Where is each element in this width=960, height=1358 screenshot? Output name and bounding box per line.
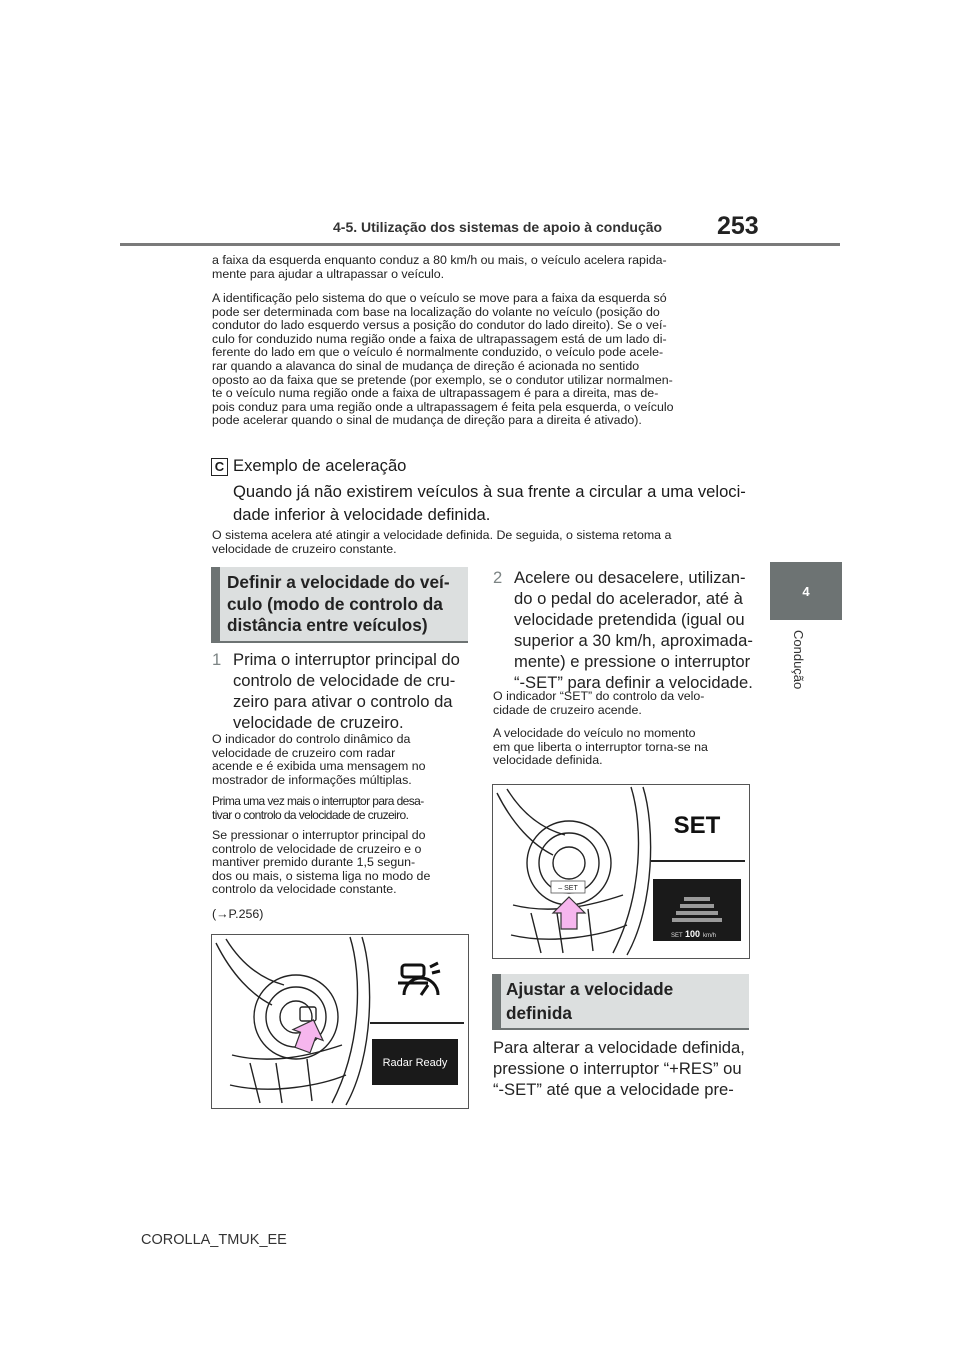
figure-radar-ready <box>211 934 469 1109</box>
heading-bar <box>211 567 220 641</box>
example-description: Quando já não existirem veículos à sua frente a circular a uma veloci- dade inferior à velocidade definida. <box>233 482 746 524</box>
minus-set-switch-label: – SET <box>558 885 578 892</box>
figure-set-speed <box>492 784 750 959</box>
page-number: 253 <box>717 212 759 240</box>
example-note: O sistema acelera até atingir a velocidade definida. De seguida, o sistema retoma a velocidade de cruzeiro constante. <box>212 528 672 556</box>
chapter-tab: 4 <box>770 562 842 620</box>
step-2 <box>493 567 755 693</box>
press-arrow-icon <box>553 897 585 929</box>
step-1-note-3: Se pressionar o interruptor principal do controlo de velocidade de cruzeiro e o mantiver premido durante 1,5 segun- dos ou mais, o sistema liga no modo de controlo da velocidade constante. <box>212 828 431 897</box>
steering-switch-illustration <box>493 785 749 958</box>
radar-cruise-icon <box>398 963 440 995</box>
step-text: Acelere ou desacelere, utilizan- do o pedal do acelerador, até à velocidade pretendida (igual ou superior a 30 km/h, aproximada- mente) e pressione o interruptor “-SET” para definir a velocidade. <box>514 568 753 692</box>
chapter-label: Condução <box>791 630 806 690</box>
page-reference: (→P.256) <box>212 907 264 921</box>
speed-value: 100 <box>685 929 701 939</box>
step-1-note-2: Prima uma vez mais o interruptor para desa- tivar o controlo da velocidade de cruzeiro. <box>212 794 424 822</box>
speed-prefix: SET <box>671 933 683 939</box>
step-number: 2 <box>493 568 503 587</box>
heading-text: Ajustar a velocidade definida <box>506 979 674 1023</box>
document-code: COROLLA_TMUK_EE <box>141 1232 287 1248</box>
wheel-outline <box>216 943 272 1005</box>
step-2-note-1: O indicador “SET” do controlo da velo- cidade de cruzeiro acende. <box>493 689 705 717</box>
section-header: 4-5. Utilização dos sistemas de apoio à condução <box>333 219 663 235</box>
section-heading-set-speed <box>211 567 468 643</box>
intro-paragraph-1: a faixa da esquerda enquanto conduz a 80 km/h ou mais, o veículo acelera rapida- mente para ajudar a ultrapassar o veículo. <box>212 253 667 281</box>
heading-text: Definir a velocidade do veí- culo (modo de controlo da distância entre veículos) <box>227 572 450 635</box>
step-number: 1 <box>212 650 222 669</box>
steering-switch-illustration <box>212 935 468 1108</box>
header-rule <box>120 243 840 246</box>
step-2-note-2: A velocidade do veículo no momento em que liberta o interruptor torna-se na velocidade definida. <box>493 726 708 768</box>
example-title: Exemplo de aceleração <box>233 456 407 475</box>
radar-ready-label: Radar Ready <box>382 1057 448 1069</box>
section-heading-adjust-speed <box>492 974 749 1030</box>
adjust-speed-text: Para alterar a velocidade definida, pressione o interruptor “+RES” ou “-SET” até que a velocidade pre- <box>493 1038 745 1099</box>
step-1-note-1: O indicador do controlo dinâmico da velocidade de cruzeiro com radar acende e é exibida uma mensagem no mostrador de informações múltiplas. <box>212 732 426 787</box>
step-text: Prima o interruptor principal do controlo de velocidade de cru- zeiro para ativar o controlo da velocidade de cruzeiro. <box>233 650 460 732</box>
heading-bar <box>492 974 501 1028</box>
set-indicator-label: SET <box>673 812 721 839</box>
example-letter-c: C <box>211 458 228 476</box>
speed-unit: km/h <box>703 933 717 939</box>
intro-paragraph-2: A identificação pelo sistema do que o veículo se move para a faixa da esquerda só pode ser determinada com base na localização do volante no veículo (posição do condutor do lado esquerdo versus a posição do condutor do lado direito). Se o veí- culo for conduzido numa região onde a faixa de ultrapassagem está de um lado di- ferente do lado em que o veículo é normalmente conduzido, o veículo pode acele- rar quando a alavanca do sinal de mudança de direção é acionada no sentido oposto ao da faixa que se pretende (por exemplo, se o condutor utilizar normalmen- te o veículo numa região onde a faixa de ultrapassagem é para a direita, mas de- pois conduz para uma região onde a ultrapassagem é feita pela esquerda, o veículo pode acelerar quando o sinal de mudança de direção para a direita é ativado). <box>212 291 674 428</box>
step-1 <box>212 649 468 733</box>
